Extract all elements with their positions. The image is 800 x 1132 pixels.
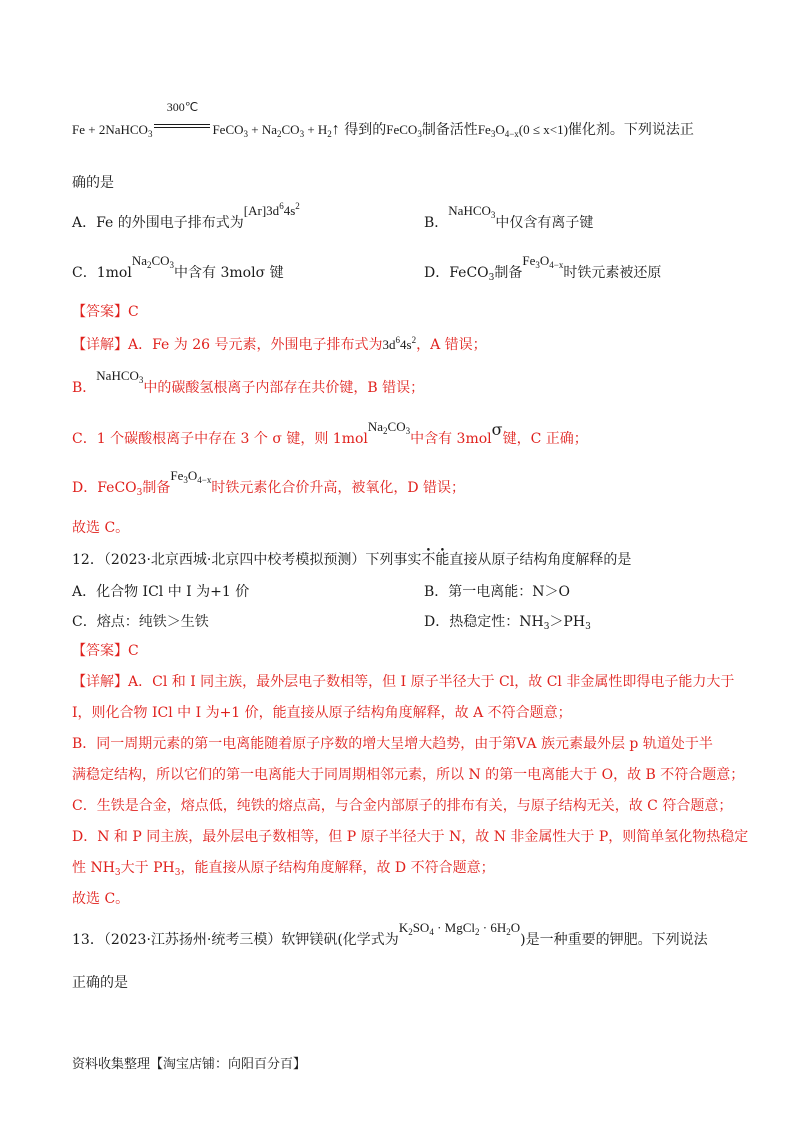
q13-stem-line2: 正确的是: [72, 975, 128, 991]
q12-options-cd: [72, 612, 740, 632]
q12-option-c: C．熔点：纯铁＞生铁: [72, 614, 209, 630]
q13-formula: $K_2SO_4$ · MgCl$_2$ · $6H_2O$: [398, 920, 521, 937]
q12-explanation-line1: 【详解】A．Cl 和 I 同主族，最外层电子数相等，但 I 原子半径大于 Cl，故 Cl 非金属性即得电子能力大于: [72, 674, 735, 690]
q11-explanation-a: 【详解】A．Fe 为 26 号元素，外围电子排布式为$3d^64s^2$，A 错误；: [72, 335, 487, 353]
q11-option-d: D．FeCO$_3$制备$Fe_3O_{4-x}$时铁元素被还原: [424, 253, 662, 283]
q11-stem-line1: [72, 100, 740, 140]
q12-explanation-line6: D．N 和 P 同主族，最外层电子数相等，但 P 原子半径大于 N，故 N 非金属性大于 P，则简单氢化物热稳定: [72, 829, 749, 845]
q11-explanation-b: B．NaHCO$_3$中的碳酸氢根离子内部存在共价键，B 错误；: [72, 368, 425, 396]
q11-answer: 【答案】C: [72, 304, 139, 320]
q11-stem-line2: 确的是: [72, 175, 114, 191]
q12-options-ab: [72, 582, 740, 602]
q12-explanation-line3: B．同一周期元素的第一电离能随着原子序数的增大呈增大趋势，由于第ⅤA 族元素最外层 p 轨道处于半: [72, 736, 713, 752]
q11-options-ab: [72, 201, 740, 233]
reaction-condition-arrow: 300℃: [154, 116, 210, 134]
page-footer: 资料收集整理【淘宝店铺：向阳百分百】: [72, 1057, 307, 1072]
q12-answer: 【答案】C: [72, 643, 139, 659]
q12-explanation-line7: 性 $NH_3$大于 $PH_3$，能直接从原子结构角度解释，故 D 不符合题意；: [72, 860, 495, 878]
q11-option-a: A．Fe 的外围电子排布式为$[Ar]3d^64s^2$: [72, 201, 300, 231]
q12-stem: 12．（2023·北京西城·北京四中校考模拟预测）下列事实不能直接从原子结构角度解释的是: [72, 552, 632, 568]
q12-explanation-line4: 满稳定结构，所以它们的第一电离能大于同周期相邻元素，所以 N 的第一电离能大于 O，故 B 不符合题意；: [72, 767, 745, 783]
q12-option-b: B．第一电离能：N＞O: [424, 584, 571, 600]
q11-stem-text: 得到的FeCO$_3$制备活性$Fe_3O_{4-x}(0 \le x<1)$催化剂。下列说法正: [344, 122, 694, 139]
reaction-lhs: Fe + 2NaHCO$_3$: [72, 122, 153, 139]
q11-option-b: B．NaHCO$_3$中仅含有离子键: [424, 203, 594, 231]
q12-explanation-line2: I，则化合物 ICl 中 I 为+1 价，能直接从原子结构角度解释，故 A 不符合题意；: [72, 705, 572, 721]
q13-stem-line1: 13．（2023·江苏扬州·统考三模）软钾镁矾(化学式为$K_2SO_4$ · MgCl$_2$ · $6H_2O$)是一种重要的钾肥。下列说法: [72, 920, 708, 948]
q11-explanation-c: C．1 个碳酸根离子中存在 3 个 σ 键，则 $1molNa_2CO_3$中含有 3molσ键，C 正确；: [72, 419, 588, 447]
q12-option-d: D．热稳定性：$NH_3>PH_3$: [424, 614, 591, 632]
reaction-rhs: FeCO$_3$ + $Na_2CO_3$ + $H_2↑$: [212, 121, 340, 139]
q12-explanation-line5: C．生铁是合金，熔点低，纯铁的熔点高，与合金内部原子的排布有关，与原子结构无关，故 C 符合题意；: [72, 798, 733, 814]
q12-option-a: A．化合物 ICl 中 I 为+1 价: [72, 584, 250, 600]
q11-conclusion: 故选 C。: [72, 520, 130, 536]
q12-conclusion: 故选 C。: [72, 891, 130, 907]
q11-explanation-d: D．FeCO$_3$制备$Fe_3O_{4-x}$时铁元素化合价升高，被氧化，D 错误；: [72, 468, 466, 498]
q11-options-cd: [72, 253, 740, 283]
q11-option-c: C．$1molNa_2CO_3$中含有 3molσ 键: [72, 253, 284, 281]
